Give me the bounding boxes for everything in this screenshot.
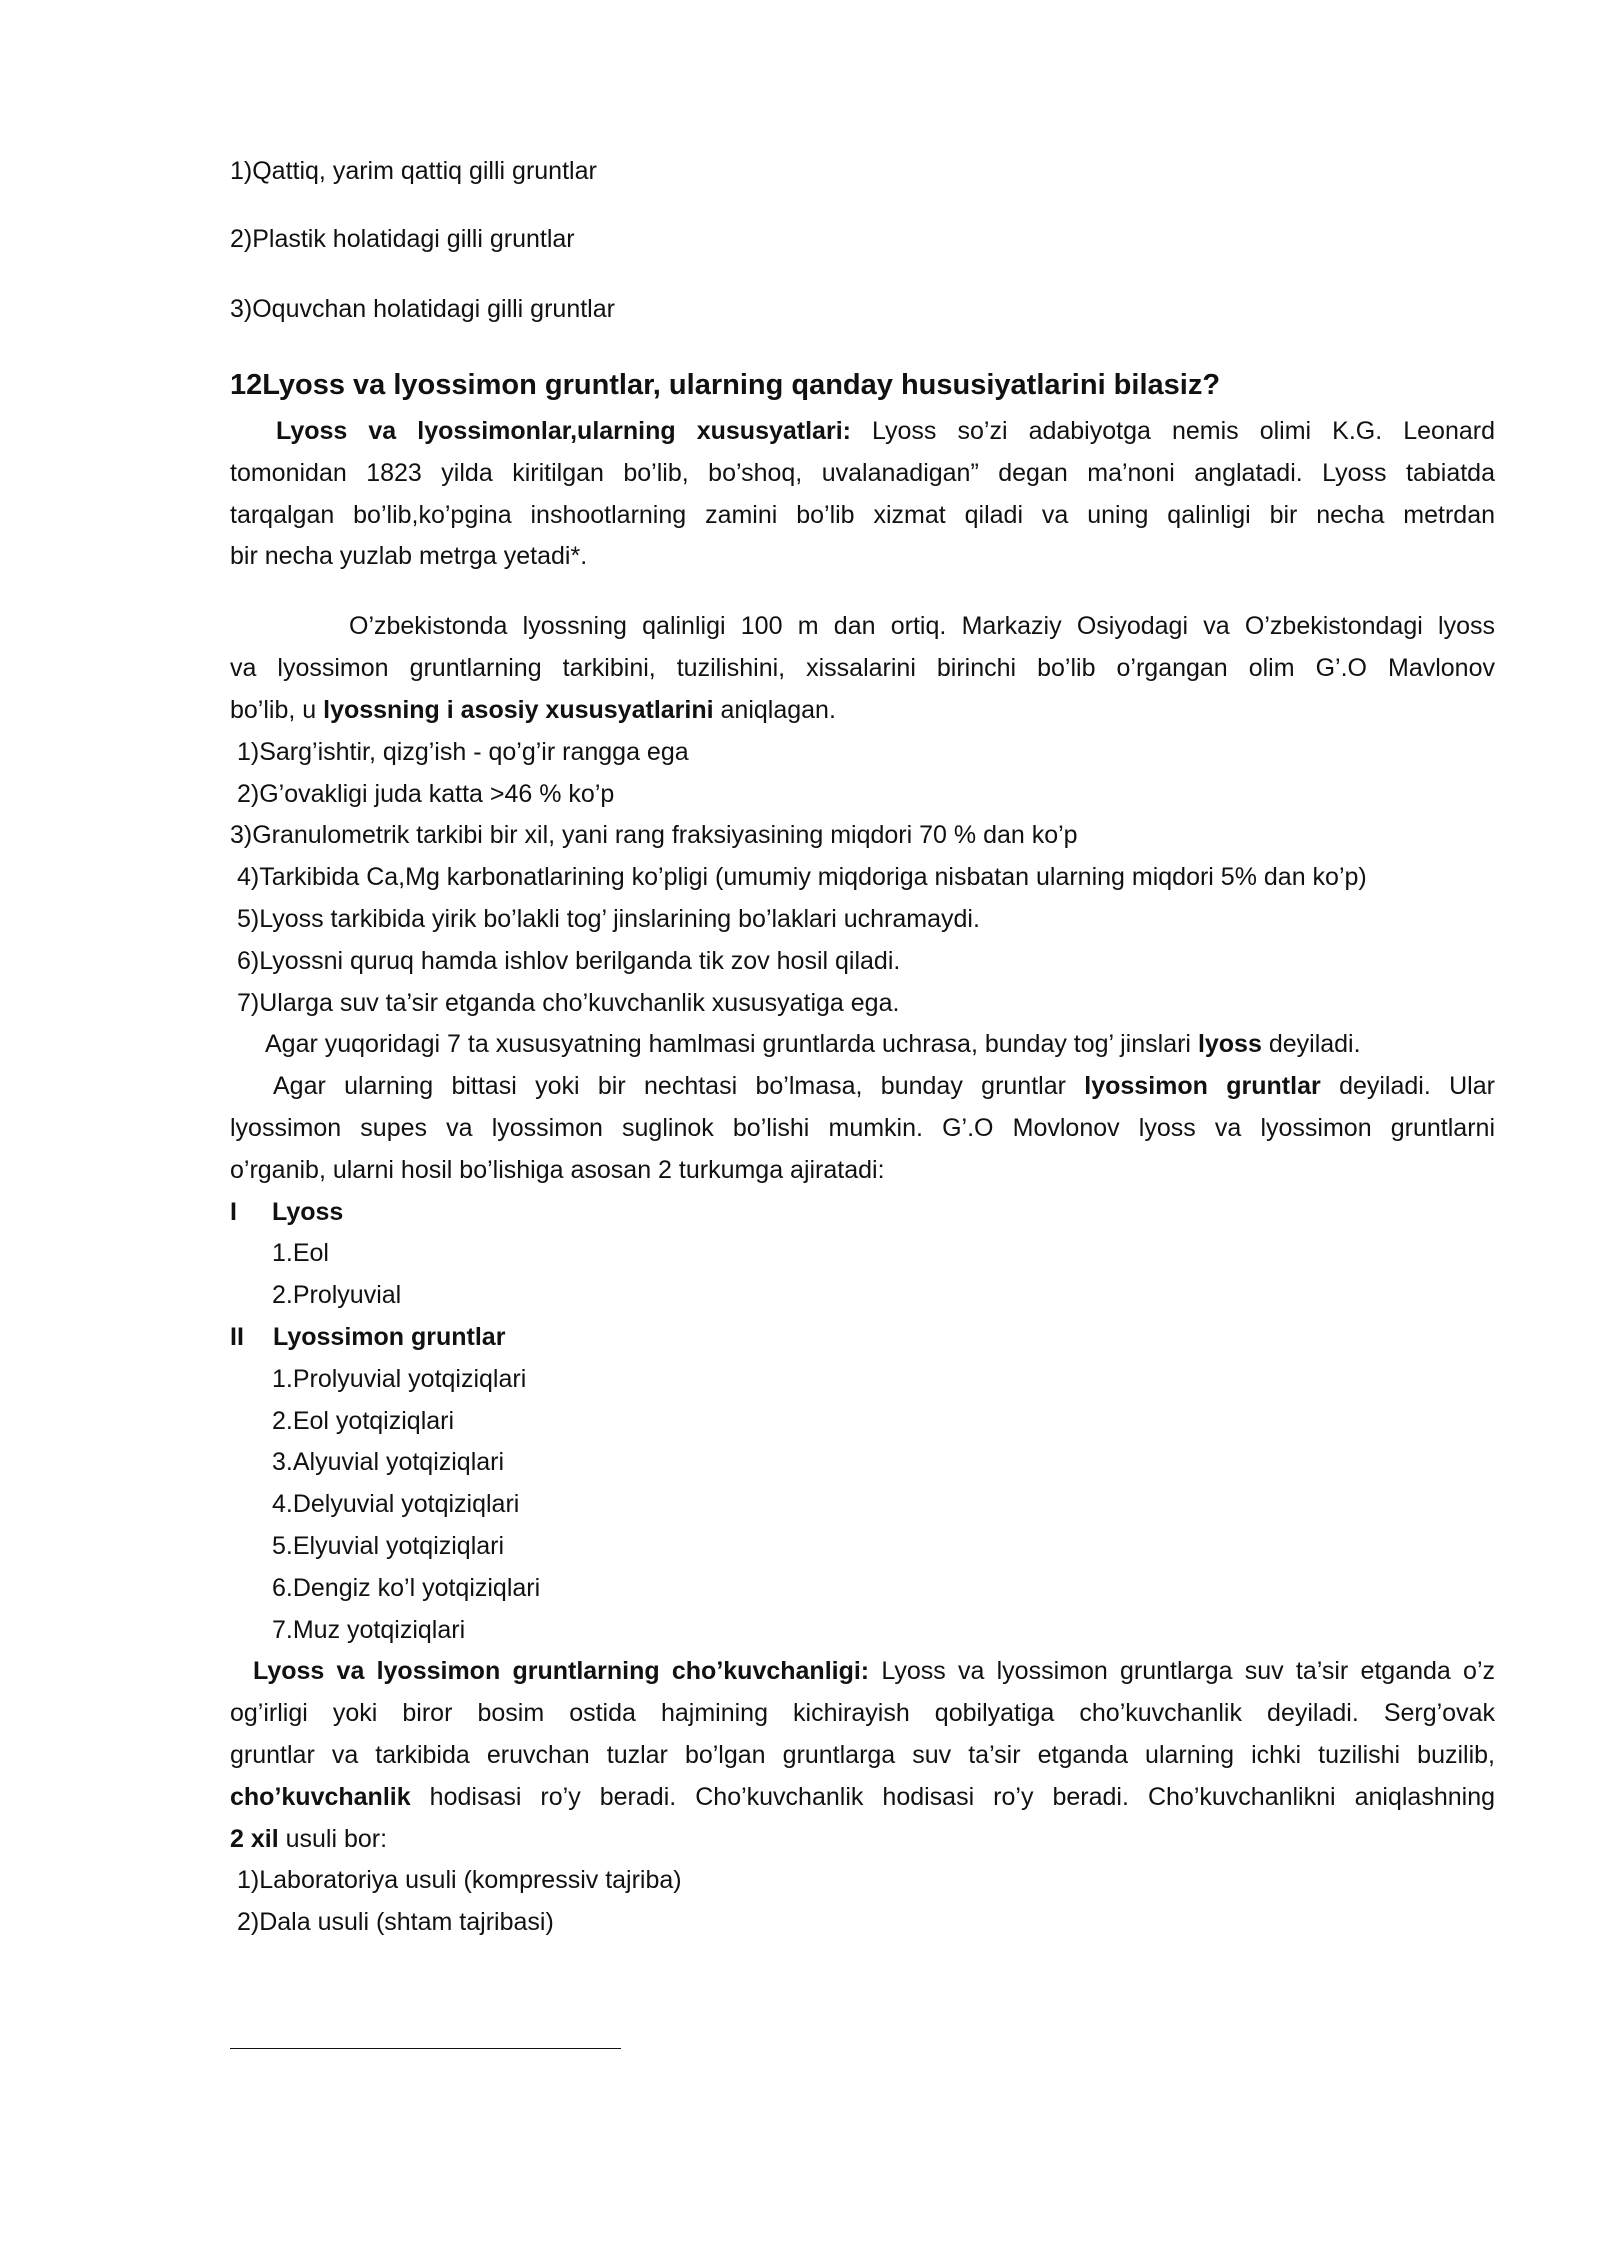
summary-sentence <box>230 1024 1495 1066</box>
paragraph-line <box>230 1819 1495 1861</box>
paragraph-line: og’irligi yoki biror bosim ostida hajmining kichirayish qobilyatiga cho’kuvchanlik deyiladi. Serg’ovak <box>230 1699 1495 1728</box>
group-heading <box>230 1192 1495 1234</box>
group-item: 2.Eol yotqiziqlari <box>272 1406 455 1435</box>
group-item: 2.Prolyuvial <box>272 1281 402 1310</box>
group-item: 4.Delyuvial yotqiziqlari <box>272 1490 520 1519</box>
paragraph-lyossimon <box>230 1066 1495 1191</box>
paragraph-bold-text: lyossimon gruntlar <box>1084 1072 1321 1101</box>
paragraph-bold-text: lyossning i asosiy xususyatlarini <box>323 696 714 725</box>
paragraph-line: tomonidan 1823 yilda kiritilgan bo’lib, bo’shoq, uvalanadigan” degan ma’noni anglatadi. Lyoss tabiatda <box>230 458 1495 487</box>
paragraph-text: Lyoss va lyossimon gruntlarga suv ta’sir etganda o’z <box>881 1657 1496 1686</box>
paragraph-uzbekistan-lyoss <box>230 606 1495 731</box>
paragraph-line: o’rganib, ularni hosil bo’lishiga asosan 2 turkumga ajiratadi: <box>230 1155 885 1184</box>
property-item: 3)Granulometrik tarkibi bir xil, yani rang fraksiyasining miqdori 70 % dan ko’p <box>230 821 1078 850</box>
intro-list-item: 2)Plastik holatidagi gilli gruntlar <box>230 225 575 254</box>
method-item: 1)Laboratoriya usuli (kompressiv tajriba) <box>237 1866 682 1895</box>
group-item: 7.Muz yotqiziqlari <box>272 1615 466 1644</box>
group-title: Lyossimon gruntlar <box>273 1322 506 1351</box>
group-item: 1.Prolyuvial yotqiziqlari <box>272 1364 527 1393</box>
group-item: 5.Elyuvial yotqiziqlari <box>272 1531 505 1560</box>
paragraph-bold-text: lyoss <box>1197 1030 1262 1059</box>
properties-list <box>230 732 1495 1025</box>
group-numeral: II <box>230 1322 244 1351</box>
property-item: 7)Ularga suv ta’sir etganda cho’kuvchanlik xususyatiga ega. <box>237 988 900 1017</box>
property-item: 4)Tarkibida Ca,Mg karbonatlarining ko’pligi (umumiy miqdoriga nisbatan ularning miqdori 5% dan ko’p) <box>237 863 1367 892</box>
paragraph-lead-bold: Lyoss va lyossimon gruntlarning cho’kuvchanligi: <box>253 1657 870 1686</box>
paragraph-line <box>230 690 1495 732</box>
paragraph-text: Agar ularning bittasi yoki bir nechtasi bo’lmasa, bunday gruntlar <box>273 1072 1066 1101</box>
paragraph-text: usuli bor: <box>285 1824 388 1853</box>
paragraph-line: bir necha yuzlab metrga yetadi*. <box>230 542 588 571</box>
method-item: 2)Dala usuli (shtam tajribasi) <box>237 1908 554 1937</box>
paragraph-line <box>230 1777 1495 1819</box>
intro-list-item: 1)Qattiq, yarim qattiq gilli gruntlar <box>230 156 597 185</box>
page-content <box>230 151 1495 2049</box>
section-heading: 12Lyoss va lyossimon gruntlar, ularning qanday hususiyatlarini bilasiz? <box>230 369 1221 402</box>
methods-list <box>230 1860 1495 1944</box>
property-item: 5)Lyoss tarkibida yirik bo’lakli tog’ jinslarining bo’laklari uchramaydi. <box>237 905 980 933</box>
group-item: 6.Dengiz ko’l yotqiziqlari <box>272 1573 541 1602</box>
paragraph-lyoss-definition <box>230 411 1495 578</box>
group-numeral: I <box>230 1197 237 1226</box>
paragraph-chokuvchanlik <box>230 1651 1495 1860</box>
paragraph-text: deyiladi. <box>1268 1030 1361 1059</box>
paragraph-line: O’zbekistonda lyossning qalinligi 100 m dan ortiq. Markaziy Osiyodagi va O’zbekistondagi lyoss <box>349 612 1495 641</box>
paragraph-lead-bold: Lyoss va lyossimonlar,ularning xususyatlari: <box>276 417 851 446</box>
group-item: 1.Eol <box>272 1239 329 1268</box>
property-item: 2)G’ovakligi juda katta >46 % ko’p <box>237 779 615 808</box>
group-heading <box>230 1317 1495 1359</box>
paragraph-line: tarqalgan bo’lib,ko’pgina inshootlarning zamini bo’lib xizmat qiladi va uning qalinligi bir necha metrdan <box>230 500 1495 529</box>
paragraph-bold-text: 2 xil <box>230 1824 279 1853</box>
intro-list-item: 3)Oquvchan holatidagi gilli gruntlar <box>230 294 615 323</box>
paragraph-line <box>230 1651 1495 1693</box>
paragraph-line <box>230 1066 1495 1108</box>
property-item: 6)Lyossni quruq hamda ishlov berilganda tik zov hosil qiladi. <box>237 946 901 975</box>
paragraph-text: Lyoss so’zi adabiyotga nemis olimi K.G. Leonard <box>872 417 1496 446</box>
paragraph-text: aniqlagan. <box>720 696 836 725</box>
paragraph-text: hodisasi ro’y beradi. Cho’kuvchanlik hodisasi ro’y beradi. Cho’kuvchanlikni aniqlashning <box>429 1782 1495 1811</box>
paragraph-text: deyiladi. Ular <box>1339 1072 1495 1101</box>
group-item: 3.Alyuvial yotqiziqlari <box>272 1448 505 1477</box>
paragraph-bold-text: cho’kuvchanlik <box>230 1782 411 1811</box>
paragraph-line: va lyossimon gruntlarning tarkibini, tuzilishini, xissalarini birinchi bo’lib o’rgangan olim G’.O Mavlonov <box>230 654 1495 683</box>
paragraph-line <box>230 411 1495 453</box>
group-title: Lyoss <box>272 1197 344 1226</box>
paragraph-text: Agar yuqoridagi 7 ta xususyatning hamlmasi gruntlarda uchrasa, bunday tog’ jinslari <box>265 1030 1191 1059</box>
property-item: 1)Sarg’ishtir, qizg’ish - qo’g’ir rangga ega <box>237 737 689 766</box>
group-lyossimon-gruntlar <box>230 1317 1495 1651</box>
footnote-separator <box>230 2048 621 2049</box>
paragraph-line: lyossimon supes va lyossimon suglinok bo’lishi mumkin. G’.O Movlonov lyoss va lyossimon gruntlarni <box>230 1113 1495 1142</box>
paragraph-text: bo’lib, u <box>230 696 317 725</box>
paragraph-line: gruntlar va tarkibida eruvchan tuzlar bo’lgan gruntlarga suv ta’sir etganda ularning ichki tuzilishi buzilib, <box>230 1740 1495 1769</box>
group-lyoss <box>230 1192 1495 1317</box>
